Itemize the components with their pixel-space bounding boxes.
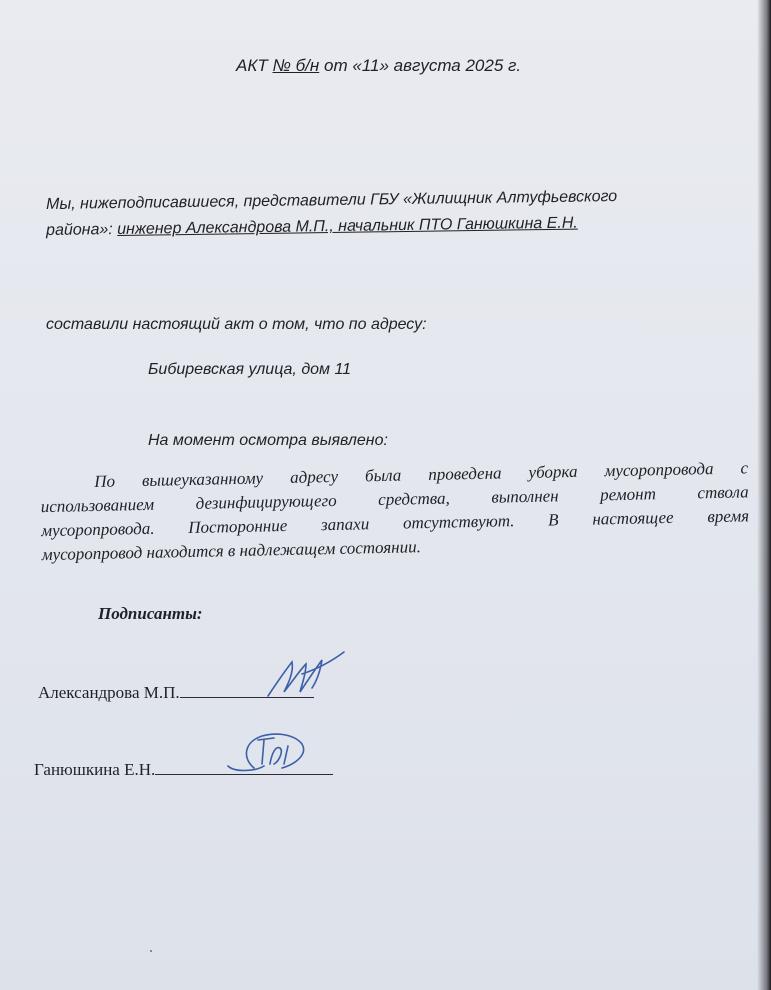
signers-heading: Подписанты: xyxy=(98,604,203,623)
findings-paragraph xyxy=(40,456,750,566)
title-date: от «11» августа 2025 г. xyxy=(324,56,522,75)
act-title xyxy=(236,56,521,76)
findings-heading: На момент осмотра выявлено: xyxy=(148,432,388,449)
findings-line-4: мусоропровод находится в надлежащем состоянии. xyxy=(41,537,422,565)
intro-district: района»: xyxy=(46,221,113,239)
intro-line-2 xyxy=(46,215,578,240)
signature-2-image xyxy=(224,728,316,780)
intro-line-1: Мы, нижеподписавшиеся, представители ГБУ «Жилищник Алтуфьевского xyxy=(46,188,618,213)
intro-representatives: инженер Александрова М.П., начальник ПТО Ганюшкина Е.Н. xyxy=(117,214,578,239)
signature-1-image xyxy=(262,644,354,704)
page-edge-shadow xyxy=(757,0,771,990)
title-number: № б/н xyxy=(272,56,320,75)
findings-line-2: использованием дезинфицирующего средства, выполнен ремонт ствола xyxy=(40,482,749,517)
paper-speck xyxy=(150,950,152,952)
composed-statement: составили настоящий акт о том, что по адресу: xyxy=(46,316,427,333)
findings-line-1: По вышеуказанному адресу была проведена уборка мусоропровода с xyxy=(94,458,749,491)
signer-2-name: Ганюшкина Е.Н. xyxy=(34,760,156,779)
title-prefix: АКТ xyxy=(236,56,268,75)
signer-1-name: Александрова М.П. xyxy=(38,683,180,702)
address: Бибиревская улица, дом 11 xyxy=(148,361,352,378)
findings-line-3: мусоропровода. Посторонние запахи отсутствуют. В настоящее время xyxy=(41,506,750,541)
